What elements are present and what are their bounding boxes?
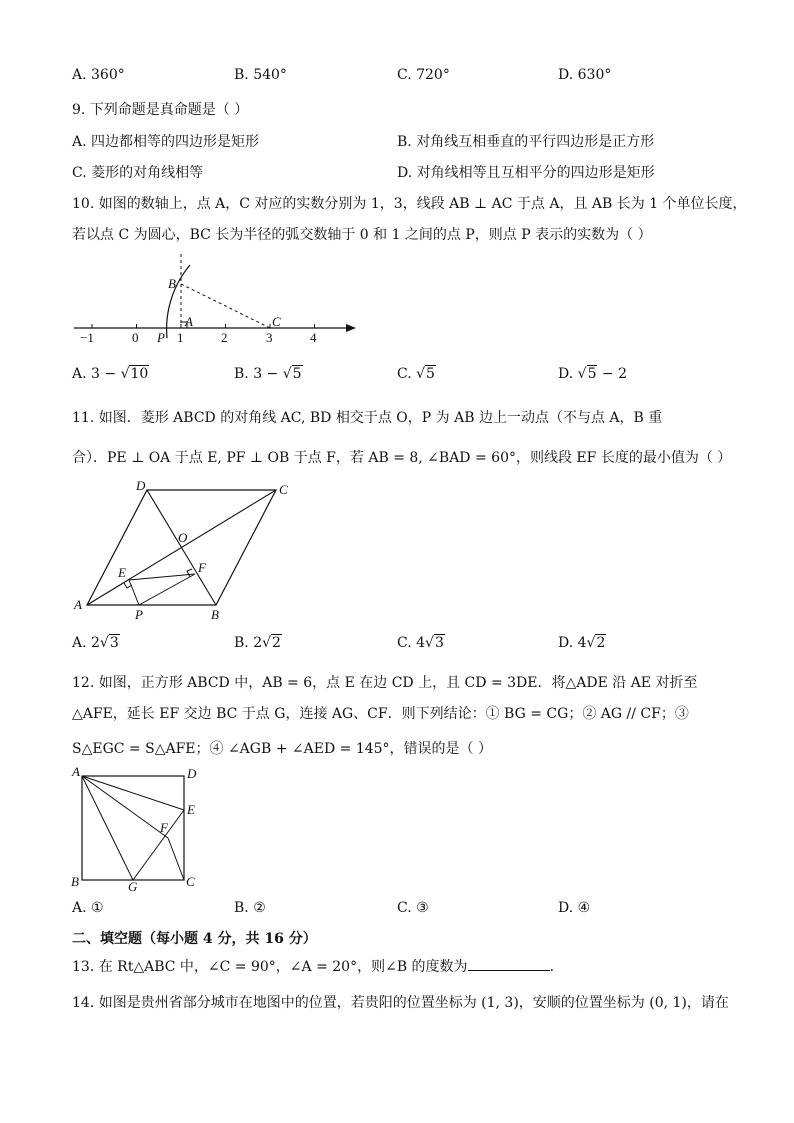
- q10-option-d: D. √5 − 2: [558, 366, 628, 382]
- q10-stem-line1: 10. 如图的数轴上，点 A，C 对应的实数分别为 1，3，线段 AB ⊥ AC 于点 A，且 AB 长为 1 个单位长度，: [72, 196, 747, 212]
- tick-label: 0: [132, 330, 139, 345]
- label-p: P: [135, 607, 143, 622]
- tick-label: 2: [221, 330, 228, 345]
- label-e: E: [118, 565, 126, 580]
- label-d: D: [187, 766, 197, 781]
- q9-option-c: C. 菱形的对角线相等: [72, 165, 204, 181]
- tick-label: 3: [266, 330, 273, 345]
- number-line-arrow: [346, 324, 356, 332]
- q10-option-a: A. 3 − √10: [72, 366, 149, 382]
- section-heading-fill-in: 二、填空题（每小题 4 分，共 16 分）: [72, 931, 317, 947]
- segment-cf: [168, 838, 184, 880]
- q14-stem: 14. 如图是贵州省部分城市在地图中的位置，若贵阳的位置坐标为 (1, 3)，安顺的位置坐标为 (0, 1)，请在: [72, 995, 729, 1011]
- q10-option-b: B. 3 − √5: [234, 366, 302, 382]
- label-e: E: [187, 802, 195, 817]
- label-b: B: [168, 276, 176, 291]
- q12-stem-line2: △AFE，延长 EF 交边 BC 于点 G，连接 AG、CF．则下列结论：① BG = CG；② AG // CF；③: [72, 706, 689, 722]
- q11-option-b: B. 2√2: [234, 635, 281, 651]
- q8-option-a: A. 360°: [72, 67, 125, 83]
- segment-ae: [82, 776, 184, 810]
- q12-stem-line3: S△EGC = S△AFE；④ ∠AGB + ∠AED = 145°，错误的是（ ）: [72, 741, 492, 757]
- diagonal-bd: [147, 490, 216, 605]
- q9-option-d: D. 对角线相等且互相平分的四边形是矩形: [397, 165, 655, 181]
- q11-rhombus-figure: [66, 474, 316, 624]
- q10-number-line-figure: [66, 248, 366, 348]
- segment-ag: [82, 776, 133, 880]
- label-g: G: [128, 879, 138, 894]
- q13-stem: 13. 在 Rt△ABC 中，∠C = 90°，∠A = 20°，则∠B 的度数为 .: [72, 959, 555, 975]
- segment-af: [82, 776, 168, 838]
- label-b: B: [71, 874, 79, 889]
- segment-eg: [133, 810, 184, 880]
- q8-option-d: D. 630°: [558, 67, 612, 83]
- q12-stem-line1: 12. 如图，正方形 ABCD 中，AB = 6，点 E 在边 CD 上，且 CD = 3DE．将△ADE 沿 AE 对折至: [72, 675, 698, 691]
- label-a: A: [74, 597, 82, 612]
- label-c: C: [272, 314, 281, 329]
- q12-option-a: A. ①: [72, 900, 104, 916]
- q12-square-figure: [66, 764, 216, 894]
- label-c: C: [186, 874, 195, 889]
- label-c: C: [279, 482, 288, 497]
- tick-label: 4: [310, 330, 317, 345]
- label-p: P: [157, 330, 165, 345]
- label-o: O: [178, 530, 188, 545]
- label-f: F: [198, 560, 206, 575]
- q11-stem-line1: 11. 如图．菱形 ABCD 的对角线 AC, BD 相交于点 O，P 为 AB 边上一动点（不与点 A，B 重: [72, 410, 663, 426]
- q9-option-b: B. 对角线互相垂直的平行四边形是正方形: [397, 134, 655, 150]
- label-b: B: [211, 607, 219, 622]
- label-a: A: [185, 314, 193, 329]
- answer-blank[interactable]: [468, 958, 550, 971]
- q8-option-b: B. 540°: [234, 67, 287, 83]
- segment-pe: [129, 580, 139, 605]
- label-d: D: [136, 478, 146, 493]
- tick-label: 1: [177, 330, 184, 345]
- q10-stem-line2: 若以点 C 为圆心，BC 长为半径的弧交数轴于 0 和 1 之间的点 P，则点 P 表示的实数为（ ）: [72, 227, 652, 243]
- q12-option-c: C. ③: [397, 900, 429, 916]
- segment-bc: [181, 284, 270, 328]
- square-abcd: [82, 776, 184, 880]
- q11-option-c: C. 4√3: [397, 635, 444, 651]
- q9-option-a: A. 四边都相等的四边形是矩形: [72, 134, 260, 150]
- q10-option-c: C. √5: [397, 366, 435, 382]
- q11-stem-line2: 合）．PE ⊥ OA 于点 E, PF ⊥ OB 于点 F，若 AB = 8, ∠BAD = 60°，则线段 EF 长度的最小值为（ ）: [72, 450, 732, 466]
- q9-stem: 9. 下列命题是真命题是（ ）: [72, 102, 249, 118]
- q12-option-b: B. ②: [234, 900, 266, 916]
- q8-option-c: C. 720°: [397, 67, 450, 83]
- label-a: A: [72, 764, 80, 779]
- q12-option-d: D. ④: [558, 900, 591, 916]
- tick-label: −1: [80, 330, 94, 345]
- label-f: F: [160, 820, 168, 835]
- q11-option-a: A. 2√3: [72, 635, 119, 651]
- q11-option-d: D. 4√2: [558, 635, 606, 651]
